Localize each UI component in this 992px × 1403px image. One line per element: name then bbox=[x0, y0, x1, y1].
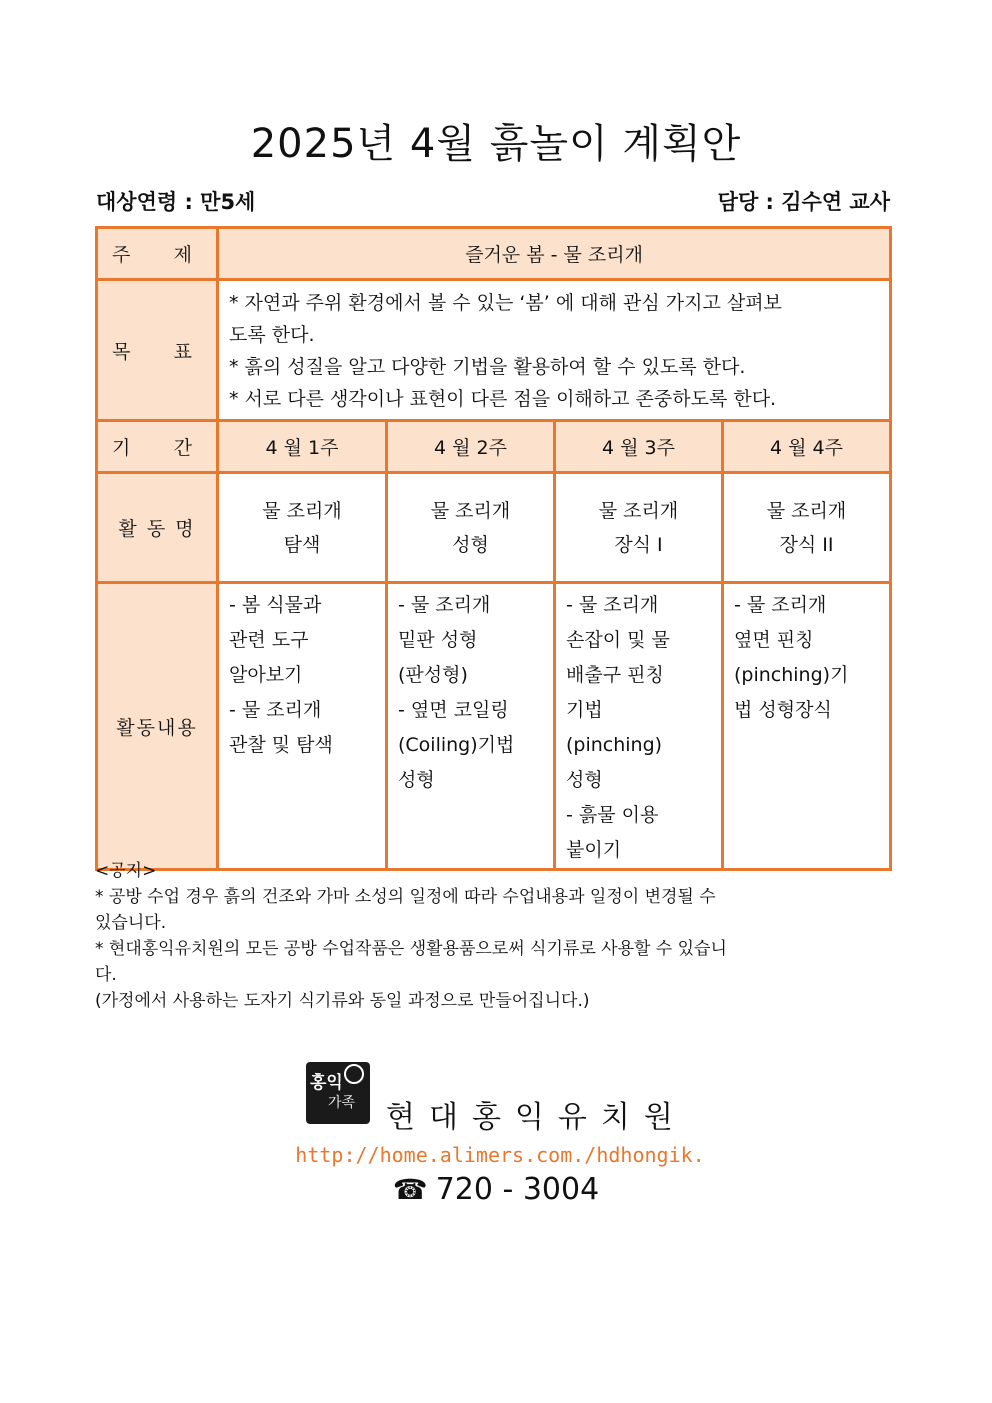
content-label: 활동내용 bbox=[97, 583, 218, 870]
content-week-2: - 물 조리개 밑판 성형 (판성형) - 옆면 코일링 (Coiling)기법 성형 bbox=[387, 583, 555, 870]
plan-table bbox=[95, 226, 892, 871]
notice-line: 다. bbox=[95, 965, 117, 985]
week-3: 4 월 3주 bbox=[555, 421, 723, 473]
page-title: 2025년 4월 흙놀이 계획안 bbox=[250, 121, 742, 167]
notice-section bbox=[95, 858, 897, 1014]
school-url[interactable]: http://home.alimers.com./hdhongik. bbox=[295, 1143, 705, 1167]
week-1: 4 월 1주 bbox=[218, 421, 387, 473]
week-4: 4 월 4주 bbox=[723, 421, 891, 473]
notice-line: (가정에서 사용하는 도자기 식기류와 동일 과정으로 만들어집니다.) bbox=[95, 991, 590, 1011]
week-2: 4 월 2주 bbox=[387, 421, 555, 473]
phone-number: ☎ 720 - 3004 bbox=[392, 1172, 600, 1207]
content-week-1: - 봄 식물과 관련 도구 알아보기 - 물 조리개 관찰 및 탐색 bbox=[218, 583, 387, 870]
goal-list bbox=[218, 280, 891, 421]
activity-week-1: 물 조리개 탐색 bbox=[218, 473, 387, 583]
goal-line: 도록 한다. bbox=[229, 324, 315, 346]
content-week-4: - 물 조리개 옆면 핀칭 (pinching)기 법 성형장식 bbox=[723, 583, 891, 870]
telephone-icon: ☎ bbox=[392, 1173, 428, 1206]
activity-label: 활 동 명 bbox=[97, 473, 218, 583]
activity-week-2: 물 조리개 성형 bbox=[387, 473, 555, 583]
activity-week-4: 물 조리개 장식 II bbox=[723, 473, 891, 583]
notice-line: * 공방 수업 경우 흙의 건조와 가마 소성의 일정에 따라 수업내용과 일정이 변경될 수 bbox=[95, 887, 716, 907]
logo-ring-icon bbox=[344, 1064, 364, 1084]
teacher-name: 담당 : 김수연 교사 bbox=[717, 190, 890, 214]
school-name: 현대홍익유치원 bbox=[386, 1100, 687, 1135]
goal-line: * 서로 다른 생각이나 표현이 다른 점을 이해하고 존중하도록 한다. bbox=[229, 388, 777, 410]
goal-line: * 흙의 성질을 알고 다양한 기법을 활용하여 할 수 있도록 한다. bbox=[229, 356, 746, 378]
notice-line: 있습니다. bbox=[95, 913, 167, 933]
activity-week-3: 물 조리개 장식 I bbox=[555, 473, 723, 583]
theme-label: 주 제 bbox=[97, 228, 218, 280]
notice-line: * 현대홍익유치원의 모든 공방 수업작품은 생활용품으로써 식기류로 사용할 수 있습니 bbox=[95, 939, 727, 959]
goal-label: 목 표 bbox=[97, 280, 218, 421]
theme-value: 즐거운 봄 - 물 조리개 bbox=[218, 228, 891, 280]
school-branding bbox=[306, 1062, 726, 1135]
content-week-3: - 물 조리개 손잡이 및 물 배출구 핀칭 기법 (pinching) 성형 - 흙물 이용 붙이기 bbox=[555, 583, 723, 870]
notice-line: <공지> bbox=[95, 861, 157, 881]
target-age: 대상연령 : 만5세 bbox=[96, 190, 256, 214]
goal-line: * 자연과 주위 환경에서 볼 수 있는 ‘봄’ 에 대해 관심 가지고 살펴보 bbox=[229, 292, 782, 314]
period-label: 기 간 bbox=[97, 421, 218, 473]
school-logo: 홍익 가족 bbox=[306, 1062, 370, 1124]
